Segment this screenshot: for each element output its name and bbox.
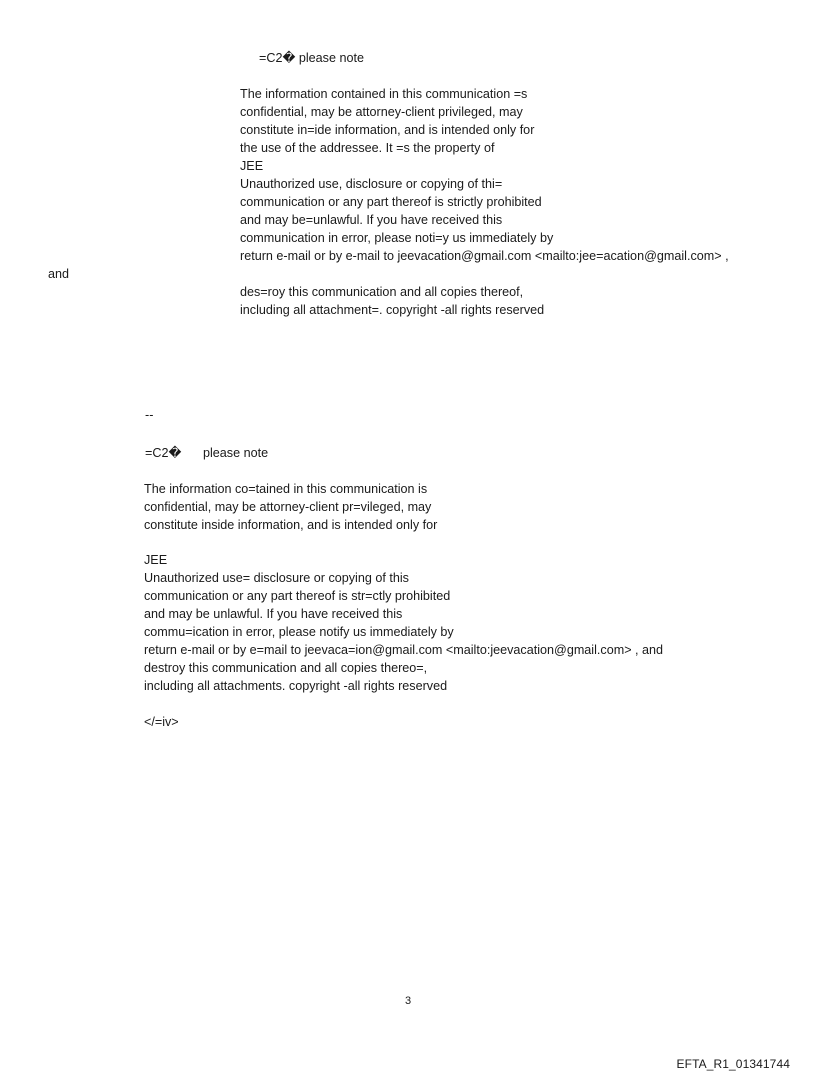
- block2-line: JEE: [144, 553, 168, 567]
- block2-line: Unauthorized use= disclosure or copying of this: [144, 571, 409, 585]
- block1-heading: =C2� please note: [259, 51, 364, 65]
- block2-line: constitute inside information, and is intended only for: [144, 518, 438, 532]
- block2-line: The information co=tained in this communication is: [144, 482, 428, 496]
- block1-line: confidential, may be attorney-client privileged, may: [240, 105, 523, 119]
- block1-line: communication in error, please noti=y us immediately by: [240, 231, 554, 245]
- bates-number: EFTA_R1_01341744: [676, 1057, 790, 1071]
- block2-line: including all attachments. copyright -all rights reserved: [144, 679, 448, 693]
- block2-email-line: return e-mail or by e=mail to jeevaca=ion@gmail.com <mailto:jeevacation@gmail.com> , and: [144, 643, 664, 657]
- block1-line: the use of the addressee. It =s the property of: [240, 141, 495, 155]
- block2-line: commu=ication in error, please notify us immediately by: [144, 625, 454, 639]
- block2-line: destroy this communication and all copies thereo=,: [144, 661, 428, 675]
- block2-line: confidential, may be attorney-client pr=vileged, may: [144, 500, 432, 514]
- block2-heading: please note: [203, 446, 269, 460]
- block1-line: communication or any part thereof is strictly prohibited: [240, 195, 542, 209]
- block1-line: and may be=unlawful. If you have received this: [240, 213, 503, 227]
- block1-overflow-word: and: [48, 267, 70, 281]
- block1-email-line: return e-mail or by e-mail to jeevacation@gmail.com <mailto:jee=acation@gmail.com> ,: [240, 249, 729, 263]
- block2-line: communication or any part thereof is str=ctly prohibited: [144, 589, 451, 603]
- block1-line: constitute in=ide information, and is intended only for: [240, 123, 535, 137]
- separator: --: [145, 408, 154, 422]
- block1-line: JEE: [240, 159, 264, 173]
- block1-line: including all attachment=. copyright -all rights reserved: [240, 303, 545, 317]
- block2-heading-prefix: =C2�: [145, 446, 182, 460]
- block1-line: The information contained in this communication =s: [240, 87, 528, 101]
- block2-line: and may be unlawful. If you have received this: [144, 607, 403, 621]
- closing-tag: </=iv>: [144, 715, 179, 729]
- page-number: 3: [404, 995, 412, 1007]
- block1-line: des=roy this communication and all copies thereof,: [240, 285, 524, 299]
- block1-line: Unauthorized use, disclosure or copying of thi=: [240, 177, 503, 191]
